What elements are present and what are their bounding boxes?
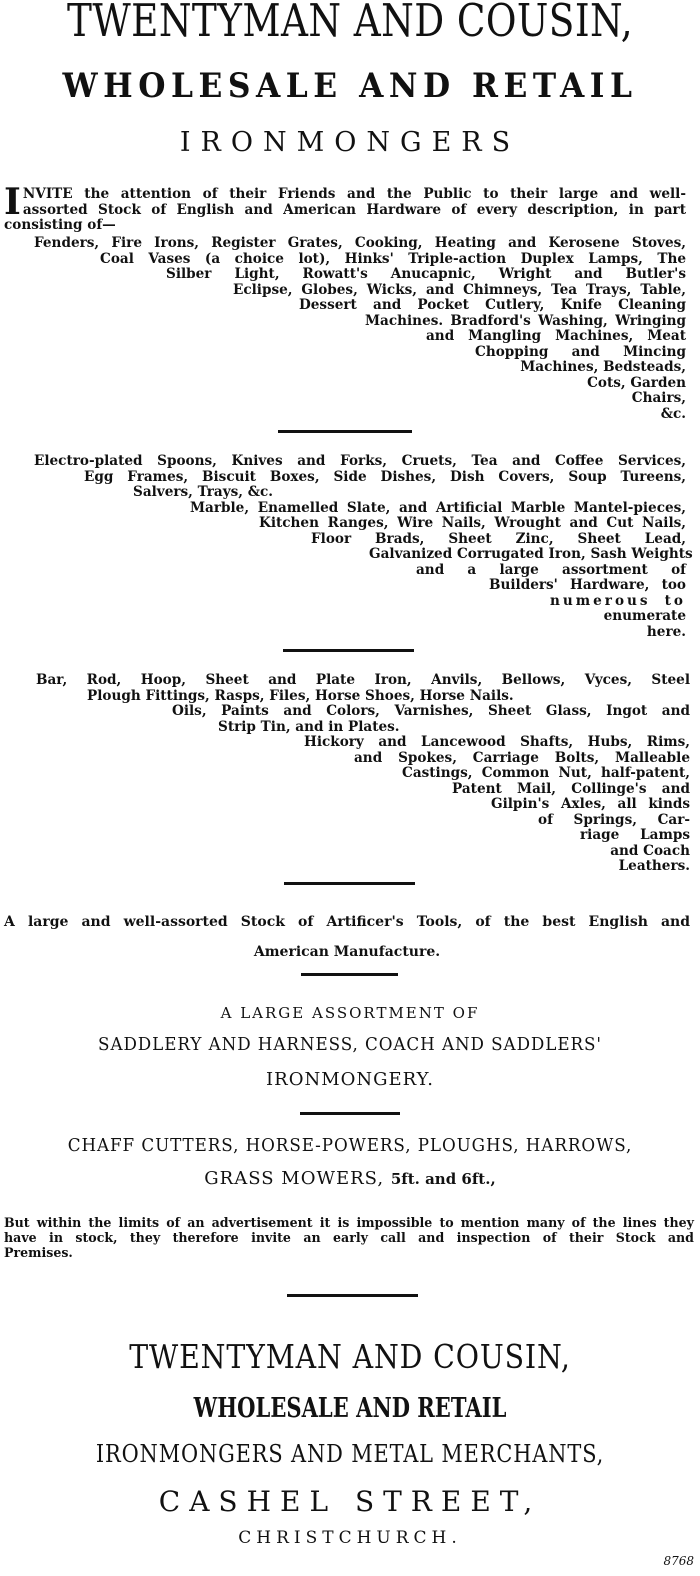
list-item: Galvanized Corrugated Iron, Sash Weights [369,546,693,562]
divider-rule [278,430,412,433]
list-item: Silber Light, Rowatt's Anucapnic, Wright and Butler's [166,266,686,282]
closing-line: Premises. [4,1245,73,1260]
closing-line: have in stock, they therefore invite an early call and inspection of their Stock and [4,1230,694,1245]
divider-rule [284,882,415,885]
list-item: Chopping and Mincing [475,343,686,360]
footer-firm-name: TWENTYMAN AND COUSIN, [129,1337,571,1376]
list-item: Gilpin's Axles, all kinds [491,796,690,812]
list-item: Castings, Common Nut, half-patent, [402,765,690,781]
list-item: Leathers. [618,858,690,874]
list-item: Coal Vases (a choice lot), Hinks' Triple-action Duplex Lamps, The [100,250,686,267]
hardware-list-3 [0,673,690,875]
saddlery-line: A LARGE ASSORTMENT OF [220,1004,480,1022]
list-item: Bar, Rod, Hoop, Sheet and Plate Iron, Anvils, Bellows, Vyces, Steel [36,672,690,688]
list-item: Chairs, [631,390,686,406]
farm-implements-line-2 [0,1168,700,1189]
list-item: and Coach [610,842,690,859]
list-item: enumerate [603,608,686,624]
divider-rule [283,649,414,652]
list-item: and Mangling Machines, Meat [426,328,686,344]
hardware-list-1 [0,236,686,422]
saddlery-line: SADDLERY AND HARNESS, COACH AND SADDLERS' [98,1034,602,1055]
intro-paragraph [4,181,686,234]
list-item: Hickory and Lancewood Shafts, Hubs, Rims, [304,734,690,750]
firm-name-heading: TWENTYMAN AND COUSIN, [67,0,633,47]
closing-paragraph [4,1215,694,1260]
list-item: Machines, Bedsteads, [520,359,686,375]
list-item: Marble, Enamelled Slate, and Artificial Marble Mantel-pieces, [190,499,686,516]
list-item: &c. [660,405,686,422]
list-item: Dessert and Pocket Cutlery, Knife Cleaning [299,297,686,313]
list-item: Oils, Paints and Colors, Varnishes, Sheet Glass, Ingot and [172,703,690,719]
tools-line: American Manufacture. [253,944,441,960]
intro-line: assorted Stock of English and American Hardware of every description, in part [22,201,686,218]
divider-rule [287,1294,418,1297]
divider-rule [301,973,398,976]
list-item: of Springs, Car- [538,811,690,828]
list-item: Floor Brads, Sheet Zinc, Sheet Lead, [311,530,686,547]
divider-rule [300,1112,400,1115]
farm-implements-line: CHAFF CUTTERS, HORSE-POWERS, PLOUGHS, HARROWS, [67,1135,633,1156]
list-item: Electro-plated Spoons, Knives and Forks, Cruets, Tea and Coffee Services, [34,453,686,469]
list-item: and Spokes, Carriage Bolts, Malleable [354,749,690,766]
footer-wholesale-retail: WHOLESALE AND RETAIL [193,1393,507,1424]
list-item: Machines. Bradford's Washing, Wringing [365,312,686,329]
list-item: and a large assortment of [416,561,686,578]
list-item: Kitchen Ranges, Wire Nails, Wrought and Cut Nails, [259,515,686,531]
saddlery-line: IRONMONGERY. [266,1069,434,1090]
list-item: Strip Tin, and in Plates. [218,718,400,735]
mower-sizes-text: 5ft. and 6ft., [390,1170,496,1188]
list-item: riage Lamps [580,827,690,843]
reference-number: 8768 [663,1554,694,1568]
list-item: Fenders, Fire Irons, Register Grates, Cooking, Heating and Kerosene Stoves, [34,235,686,251]
wholesale-retail-heading: WHOLESALE AND RETAIL [62,66,638,106]
grass-mowers-text: GRASS MOWERS, [204,1168,391,1189]
closing-line: But within the limits of an advertisement it is impossible to mention many of the lines they [4,1215,694,1230]
list-item: Eclipse, Globes, Wicks, and Chimneys, Tea Trays, Table, [233,281,686,298]
intro-line: NVITE the attention of their Friends and the Public to their large and well- [22,186,686,202]
list-item: Patent Mail, Collinge's and [452,780,690,797]
footer-street: CASHEL STREET, [158,1485,542,1518]
list-item: here. [646,623,686,640]
tools-paragraph [4,907,690,967]
list-item: Salvers, Trays, &c. [133,484,274,500]
hardware-list-2 [0,453,693,640]
ironmongers-heading: IRONMONGERS [179,127,521,158]
footer-city: CHRISTCHURCH. [238,1528,462,1548]
list-item: numerous to [550,592,686,609]
drop-cap: I [4,181,21,223]
intro-line: consisting of— [4,217,116,233]
list-item: Egg Frames, Biscuit Boxes, Side Dishes, Dish Covers, Soup Tureens, [84,468,686,485]
list-item: Plough Fittings, Rasps, Files, Horse Shoes, Horse Nails. [87,687,514,704]
list-item: Cots, Garden [587,374,686,391]
tools-line: A large and well-assorted Stock of Artificer's Tools, of the best English and [4,914,690,930]
footer-ironmongers-merchants: IRONMONGERS AND METAL MERCHANTS, [95,1440,605,1468]
list-item: Builders' Hardware, too [489,577,686,593]
